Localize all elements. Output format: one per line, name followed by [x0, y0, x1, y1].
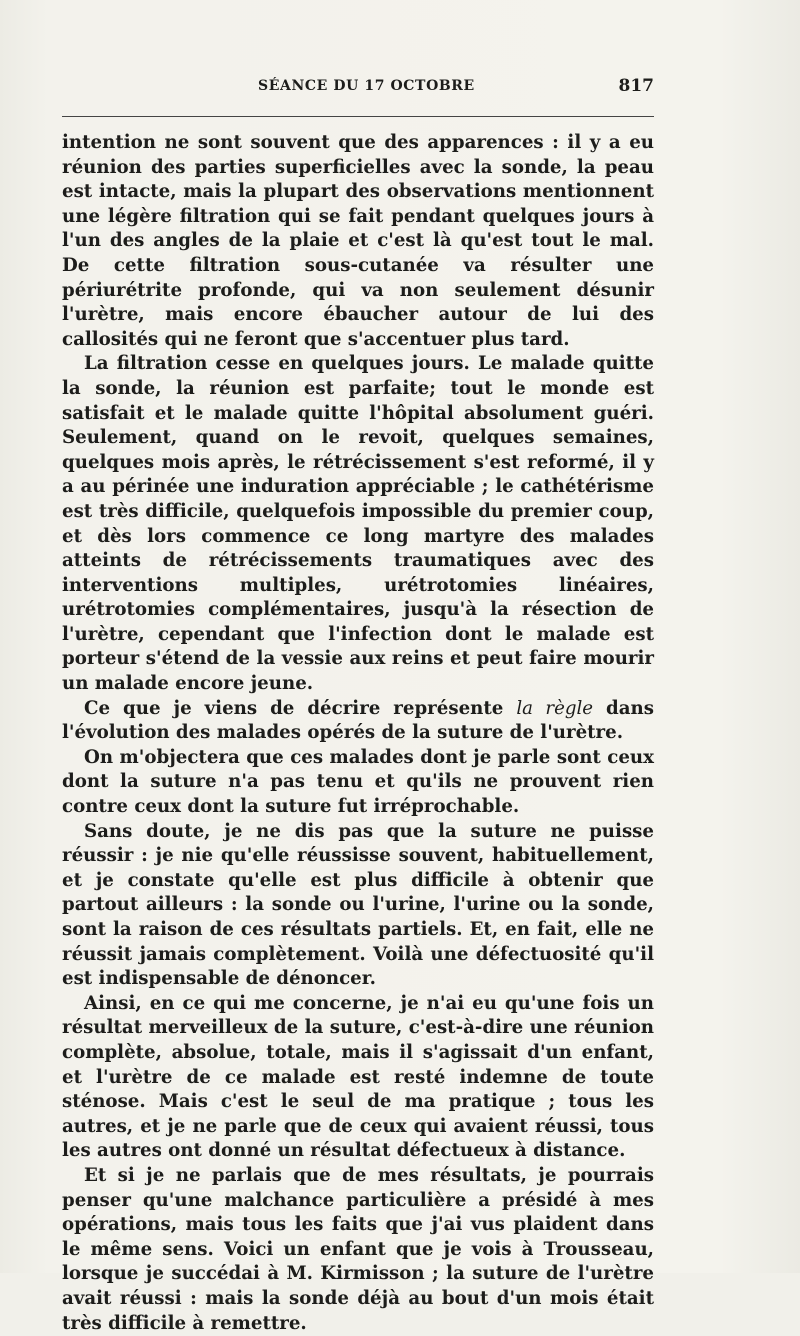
running-head: SÉANCE DU 17 OCTOBRE	[258, 78, 475, 94]
body-text	[62, 131, 654, 1336]
paragraph-7: Et si je ne parlais que de mes résultats, je pourrais penser qu'une malchance particulière a présidé à mes opérations, mais tous les faits que j'ai vus plaident dans le même sens. Voici un enfant que je vois à Trousseau, lorsque je succédai à M. Kirmisson ; la suture de l'urètre avait réussi : mais la sonde déjà au bout d'un mois était très difficile à remettre.	[62, 1164, 654, 1334]
paragraph-2: La filtration cesse en quelques jours. Le malade quitte la sonde, la réunion est parfaite; tout le monde est satisfait et le malade quitte l'hôpital absolument guéri. Seulement, quand on le revoit, quelques semaines, quelques mois après, le rétrécissement s'est reformé, il y a au périnée une induration appréciable ; le cathétérisme est très difficile, quelquefois impossible du premier coup, et dès lors commence ce long martyre des malades atteints de rétrécissements traumatiques avec des interventions multiples, urétrotomies linéaires, urétrotomies complémentaires, jusqu'à la résection de l'urètre, cependant que l'infection dont le malade est porteur s'étend de la vessie aux reins et peut faire mourir un malade encore jeune.	[62, 353, 654, 695]
paragraph-4: On m'objectera que ces malades dont je parle sont ceux dont la suture n'a pas tenu et qu'ils ne prouvent rien contre ceux dont la suture fut irréprochable.	[62, 746, 654, 818]
paragraph-1: intention ne sont souvent que des apparences : il y a eu réunion des parties superficielles avec la sonde, la peau est intacte, mais la plupart des observations mentionnent une légère filtration qui se fait pendant quelques jours à l'un des angles de la plaie et c'est là qu'est tout le mal. De cette filtration sous-cutanée va résulter une périurétrite profonde, qui va non seulement désunir l'urètre, mais encore ébaucher autour de lui des callosités qui ne feront que s'accentuer plus tard.	[62, 132, 654, 350]
page-number: 817	[618, 76, 654, 96]
paragraph-3	[62, 697, 654, 746]
paragraph-6: Ainsi, en ce qui me concerne, je n'ai eu qu'une fois un résultat merveilleux de la suture, c'est-à-dire une réunion complète, absolue, totale, mais il s'agissait d'un enfant, et l'urètre de ce malade est resté indemne de toute sténose. Mais c'est le seul de ma pratique ; tous les autres, et je ne parle que de ceux qui avaient réussi, tous les autres ont donné un résultat défectueux à distance.	[62, 992, 654, 1162]
paragraph-3-italic: la règle	[516, 697, 594, 719]
header-rule	[62, 116, 654, 117]
paragraph-5: Sans doute, je ne dis pas que la suture ne puisse réussir : je nie qu'elle réussisse souvent, habituellement, et je constate qu'elle est plus difficile à obtenir que partout ailleurs : la sonde ou l'urine, l'urine ou la sonde, sont la raison de ces résultats partiels. Et, en fait, elle ne réussit jamais complètement. Voilà une défectuosité qu'il est indispensable de dénoncer.	[62, 820, 654, 990]
paragraph-3-end: dans l'évolution des malades opérés de la suture de l'urètre.	[62, 697, 655, 744]
paragraph-3-start: Ce que je viens de décrire représente	[84, 697, 517, 719]
page-header	[62, 76, 654, 100]
